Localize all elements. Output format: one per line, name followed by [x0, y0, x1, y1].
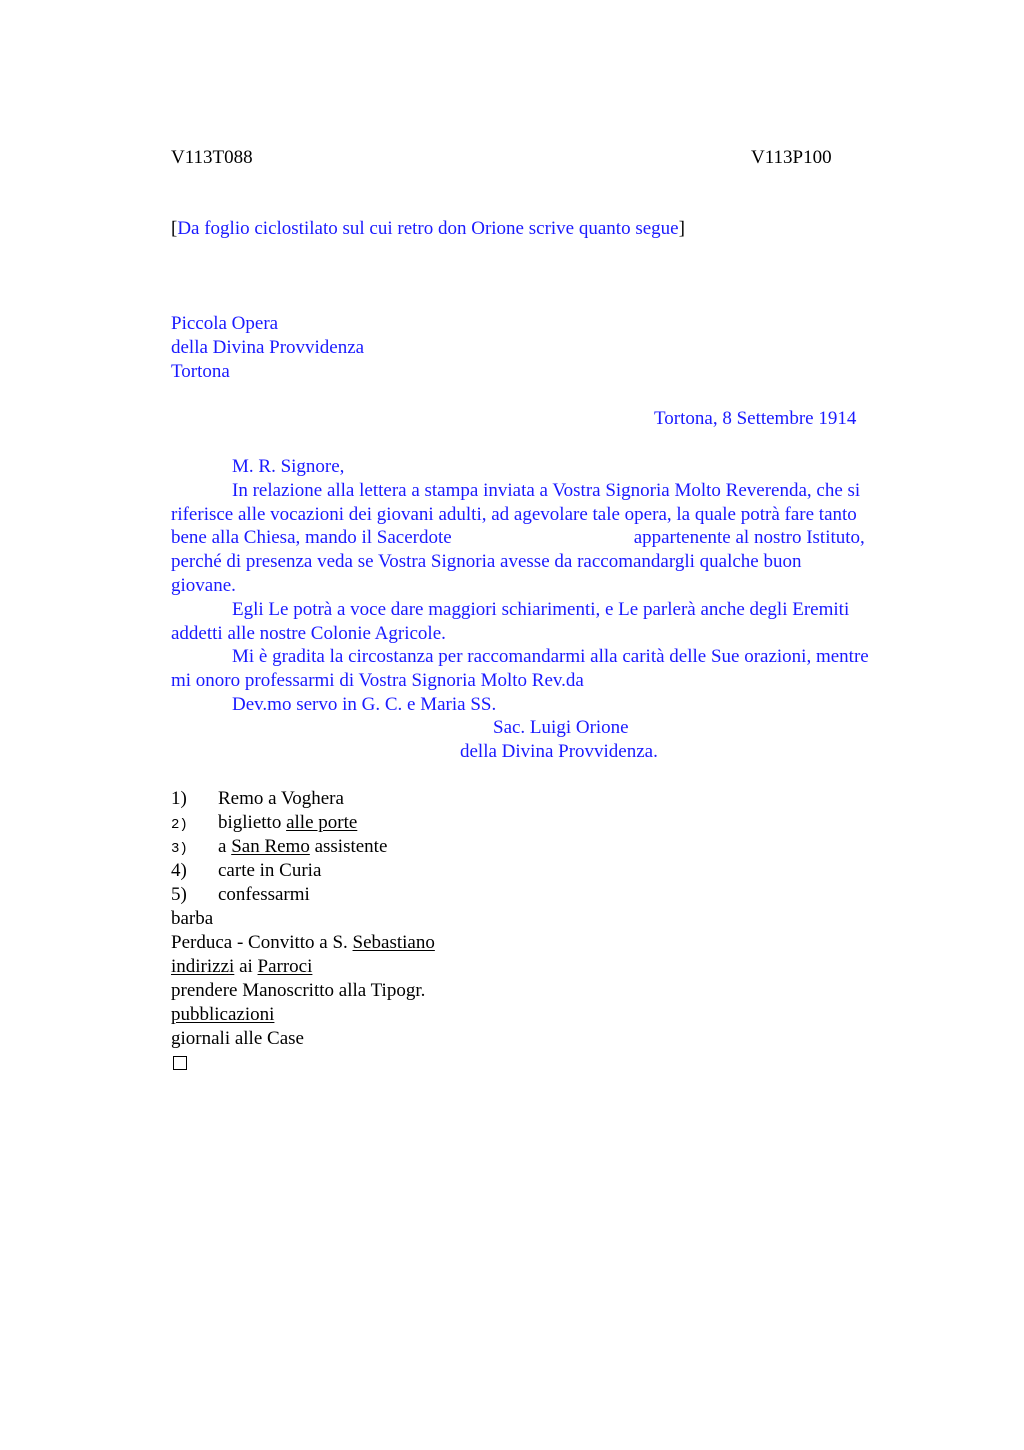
- note-indirizzi-mid: ai: [234, 956, 258, 977]
- note-perduca: [171, 931, 435, 955]
- paragraph-1-line-3b: appartenente al nostro Istituto,: [633, 527, 865, 549]
- todo-text-underlined: alle porte: [286, 812, 358, 833]
- note-perduca-text: Perduca - Convitto a S.: [171, 932, 353, 953]
- letter-body: [171, 455, 931, 717]
- paragraph-1-line-3a: bene alla Chiesa, mando il Sacerdote: [171, 527, 452, 549]
- todo-number: 4): [171, 860, 187, 881]
- document-code-right: V113P100: [751, 147, 832, 168]
- todo-text-post: assistente: [309, 836, 388, 857]
- note-pubblicazioni: [171, 1003, 435, 1027]
- paragraph-2-line-2: addetti alle nostre Colonie Agricole.: [171, 622, 446, 644]
- note-close-bracket: ]: [678, 218, 685, 239]
- paragraph-2-line-1: Egli Le potrà a voce dare maggiori schiarimenti, e Le parlerà anche degli Eremiti: [232, 598, 850, 620]
- letter-date: Tortona, 8 Settembre 1914: [654, 408, 857, 429]
- todo-item-5: [171, 883, 435, 907]
- note-perduca-underlined: Sebastiano: [352, 932, 435, 953]
- todo-text: confessarmi: [218, 884, 310, 905]
- letterhead-line-2: della Divina Provvidenza: [171, 337, 365, 358]
- todo-number: 3): [171, 841, 188, 857]
- note-giornali: giornali alle Case: [171, 1028, 304, 1049]
- note-open-bracket: [: [171, 218, 178, 239]
- todo-text: Remo a Voghera: [218, 788, 344, 809]
- signature-name: Sac. Luigi Orione: [493, 717, 629, 738]
- paragraph-3-line-1: Mi è gradita la circostanza per raccomandarmi alla carità delle Sue orazioni, mentre: [232, 646, 869, 668]
- closing-line: Dev.mo servo in G. C. e Maria SS.: [232, 693, 497, 715]
- todo-text-underlined: San Remo: [231, 836, 310, 857]
- todo-item-2: [171, 811, 435, 835]
- editorial-note: [171, 217, 685, 241]
- note-indirizzi: [171, 955, 435, 979]
- todo-number: 5): [171, 884, 187, 905]
- paragraph-1-line-5: giovane.: [171, 574, 236, 596]
- paragraph-1-line-3: [171, 526, 931, 550]
- empty-square-icon: [173, 1056, 187, 1070]
- todo-item-4: [171, 859, 435, 883]
- todo-text: carte in Curia: [218, 860, 322, 881]
- todo-text-pre: biglietto: [218, 812, 287, 833]
- paragraph-1-line-2: riferisce alle vocazioni dei giovani adulti, ad agevolare tale opera, la quale potrà fare tanto: [171, 503, 857, 525]
- note-pubblicazioni-underlined: pubblicazioni: [171, 1004, 275, 1025]
- letterhead: [171, 312, 364, 384]
- todo-item-3: [171, 835, 435, 859]
- note-text: Da foglio ciclostilato sul cui retro don Orione scrive quanto segue: [177, 218, 679, 239]
- note-parroci-underlined: Parroci: [257, 956, 313, 977]
- note-manoscritto: prendere Manoscritto alla Tipogr.: [171, 980, 426, 1001]
- todo-list: [171, 787, 435, 1075]
- paragraph-1-line-1: In relazione alla lettera a stampa inviata a Vostra Signoria Molto Reverenda, che si: [232, 479, 861, 501]
- todo-number: 2): [171, 817, 188, 833]
- note-indirizzi-underlined: indirizzi: [171, 956, 235, 977]
- todo-number: 1): [171, 788, 187, 809]
- note-barba: barba: [171, 908, 214, 929]
- todo-text-pre: a: [218, 836, 232, 857]
- letterhead-line-3: Tortona: [171, 361, 230, 382]
- todo-item-1: [171, 787, 435, 811]
- signature-title: della Divina Provvidenza.: [460, 741, 658, 762]
- paragraph-1-line-4: perché di presenza veda se Vostra Signoria avesse da raccomandargli qualche buon: [171, 551, 802, 573]
- document-code-left: V113T088: [171, 147, 253, 168]
- paragraph-3-line-2: mi onoro professarmi di Vostra Signoria Molto Rev.da: [171, 670, 584, 692]
- salutation: M. R. Signore,: [232, 456, 345, 477]
- letterhead-line-1: Piccola Opera: [171, 313, 279, 334]
- end-marker: [171, 1051, 435, 1075]
